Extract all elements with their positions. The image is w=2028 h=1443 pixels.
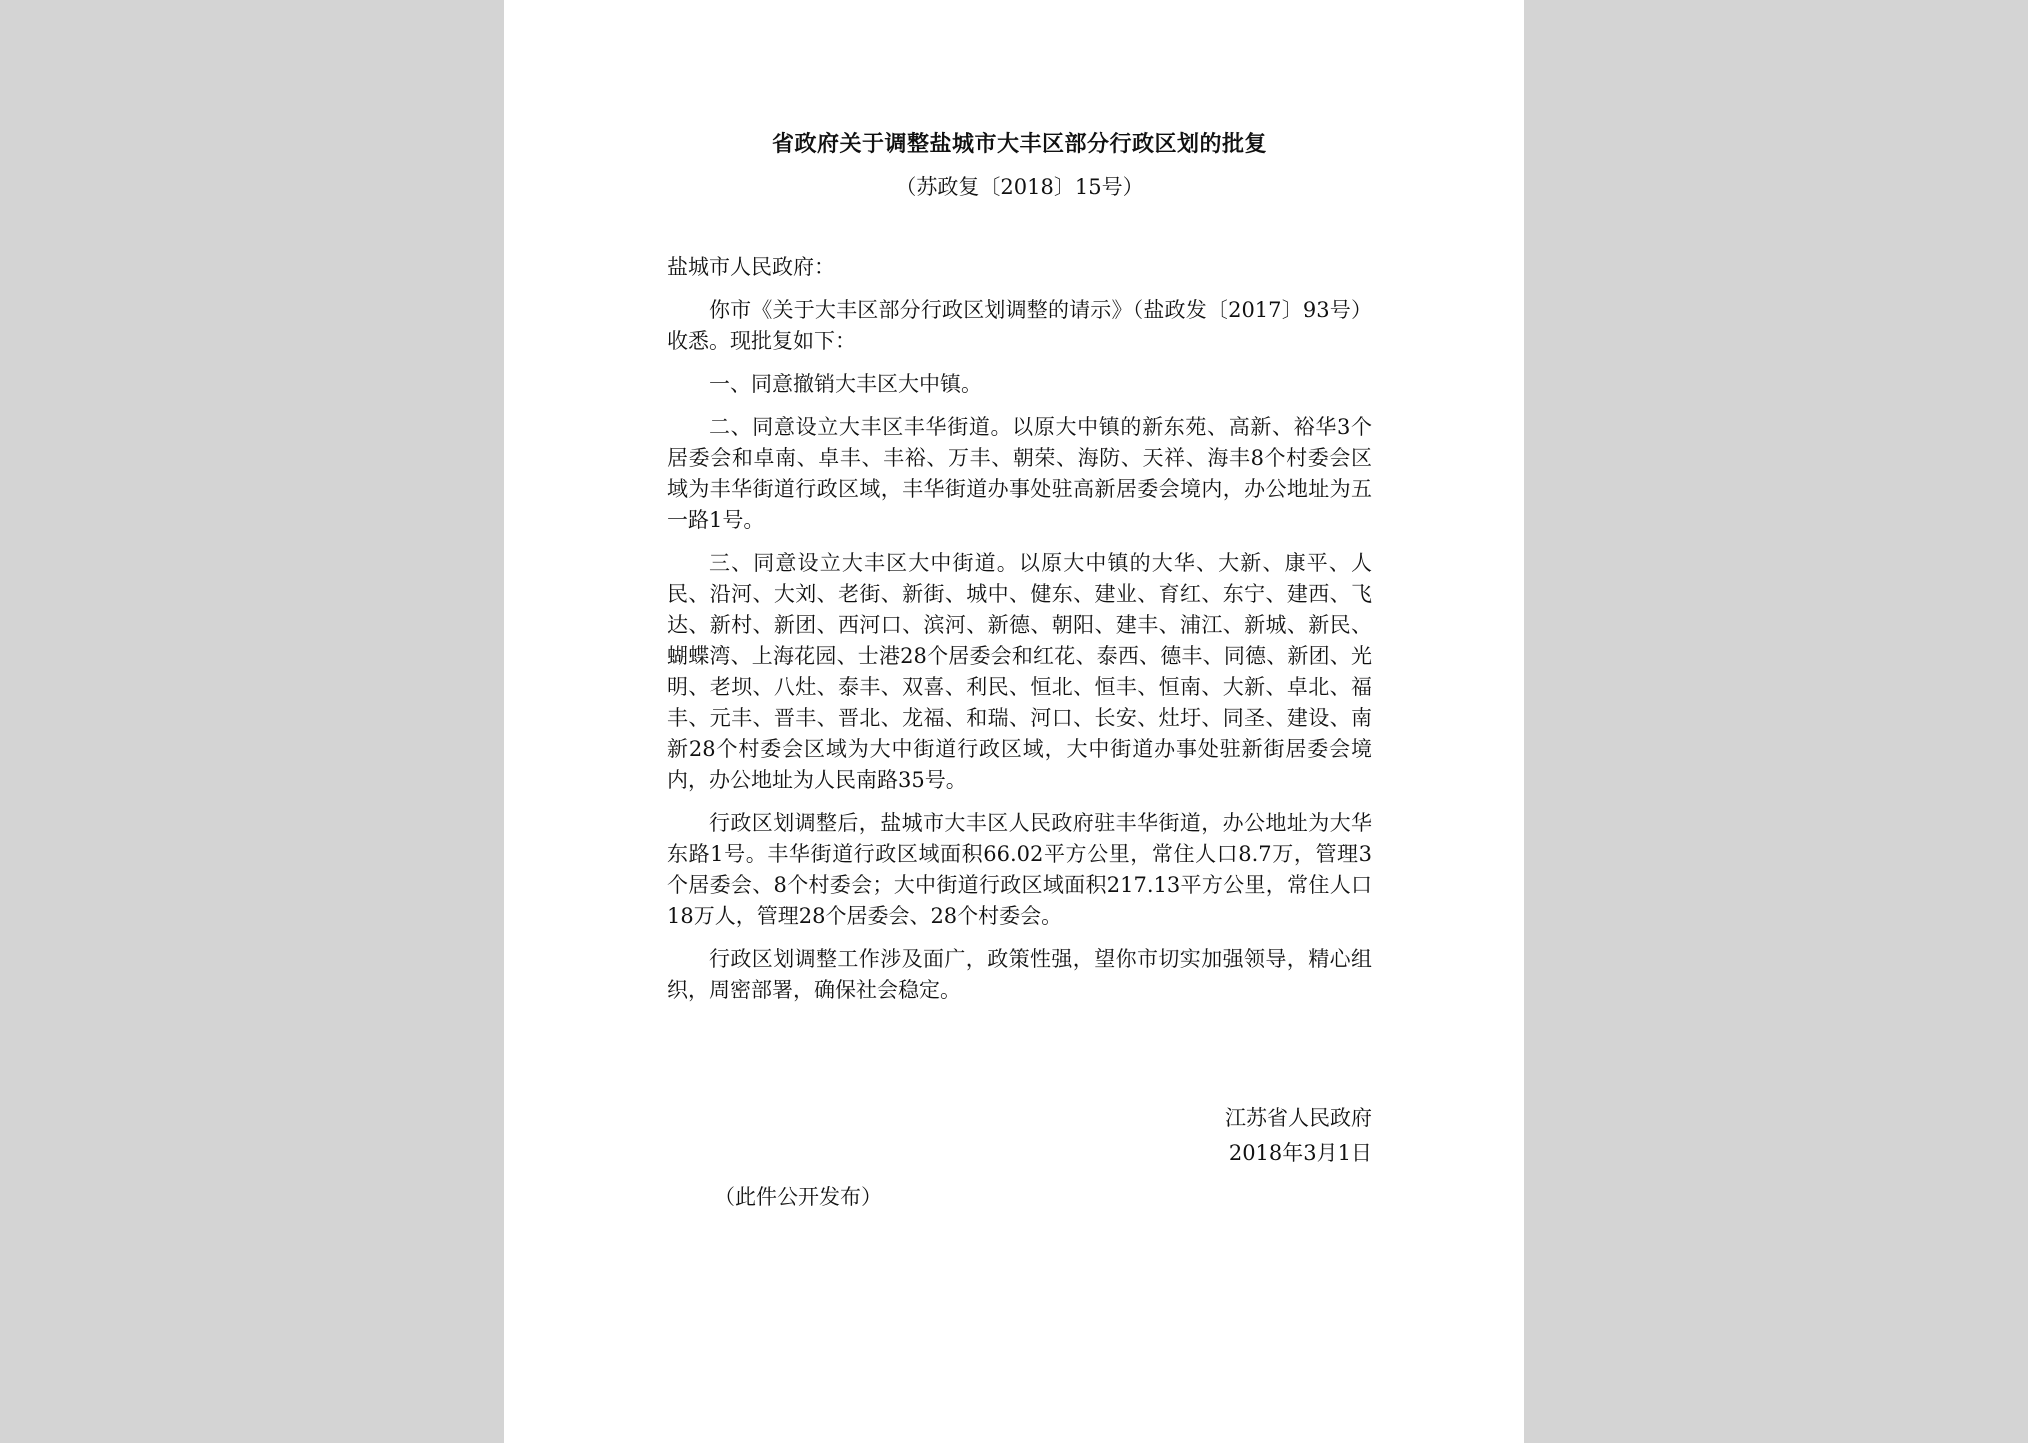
document-body [667,252,1372,1018]
paragraph-intro: 你市《关于大丰区部分行政区划调整的请示》（盐政发〔2017〕93号）收悉。现批复如下： [667,298,1372,353]
paragraph-item-3: 三、同意设立大丰区大中街道。以原大中镇的大华、大新、康平、人民、沿河、大刘、老街、新街、城中、健东、建业、育红、东宁、建西、飞达、新村、新团、西河口、滨河、新德、朝阳、建丰、浦江、新城、新民、蝴蝶湾、上海花园、士港28个居委会和红花、泰西、德丰、同德、新团、光明、老坝、八灶、泰丰、双喜、利民、恒北、恒丰、恒南、大新、卓北、福丰、元丰、晋丰、晋北、龙福、和瑞、河口、长安、灶圩、同圣、建设、南新28个村委会区域为大中街道行政区域，大中街道办事处驻新街居委会境内，办公地址为人民南路35号。 [667,551,1372,792]
document-title: 省政府关于调整盐城市大丰区部分行政区划的批复 [771,132,1267,157]
signature-block [667,1101,1372,1171]
document-page [504,0,1524,1443]
document-date: 2018年3月1日 [1228,1141,1372,1165]
publication-note: （此件公开发布） [714,1185,882,1209]
salutation: 盐城市人民政府： [667,255,835,279]
paragraph-item-2: 二、同意设立大丰区丰华街道。以原大中镇的新东苑、高新、裕华3个居委会和卓南、卓丰、丰裕、万丰、朝荣、海防、天祥、海丰8个村委会区域为丰华街道行政区域，丰华街道办事处驻高新居委会境内，办公地址为五一路1号。 [667,415,1372,532]
signatory: 江苏省人民政府 [1225,1106,1372,1130]
paragraph-closing: 行政区划调整工作涉及面广，政策性强，望你市切实加强领导，精心组织，周密部署，确保社会稳定。 [667,947,1372,1002]
paragraph-after-adjustment: 行政区划调整后，盐城市大丰区人民政府驻丰华街道，办公地址为大华东路1号。丰华街道行政区域面积66.02平方公里，常住人口8.7万，管理3个居委会、8个村委会；大中街道行政区域面积217.13平方公里，常住人口18万人，管理28个居委会、28个村委会。 [667,811,1372,928]
paragraph-item-1: 一、同意撤销大丰区大中镇。 [709,372,982,396]
document-number: （苏政复〔2018〕15号） [895,175,1144,199]
